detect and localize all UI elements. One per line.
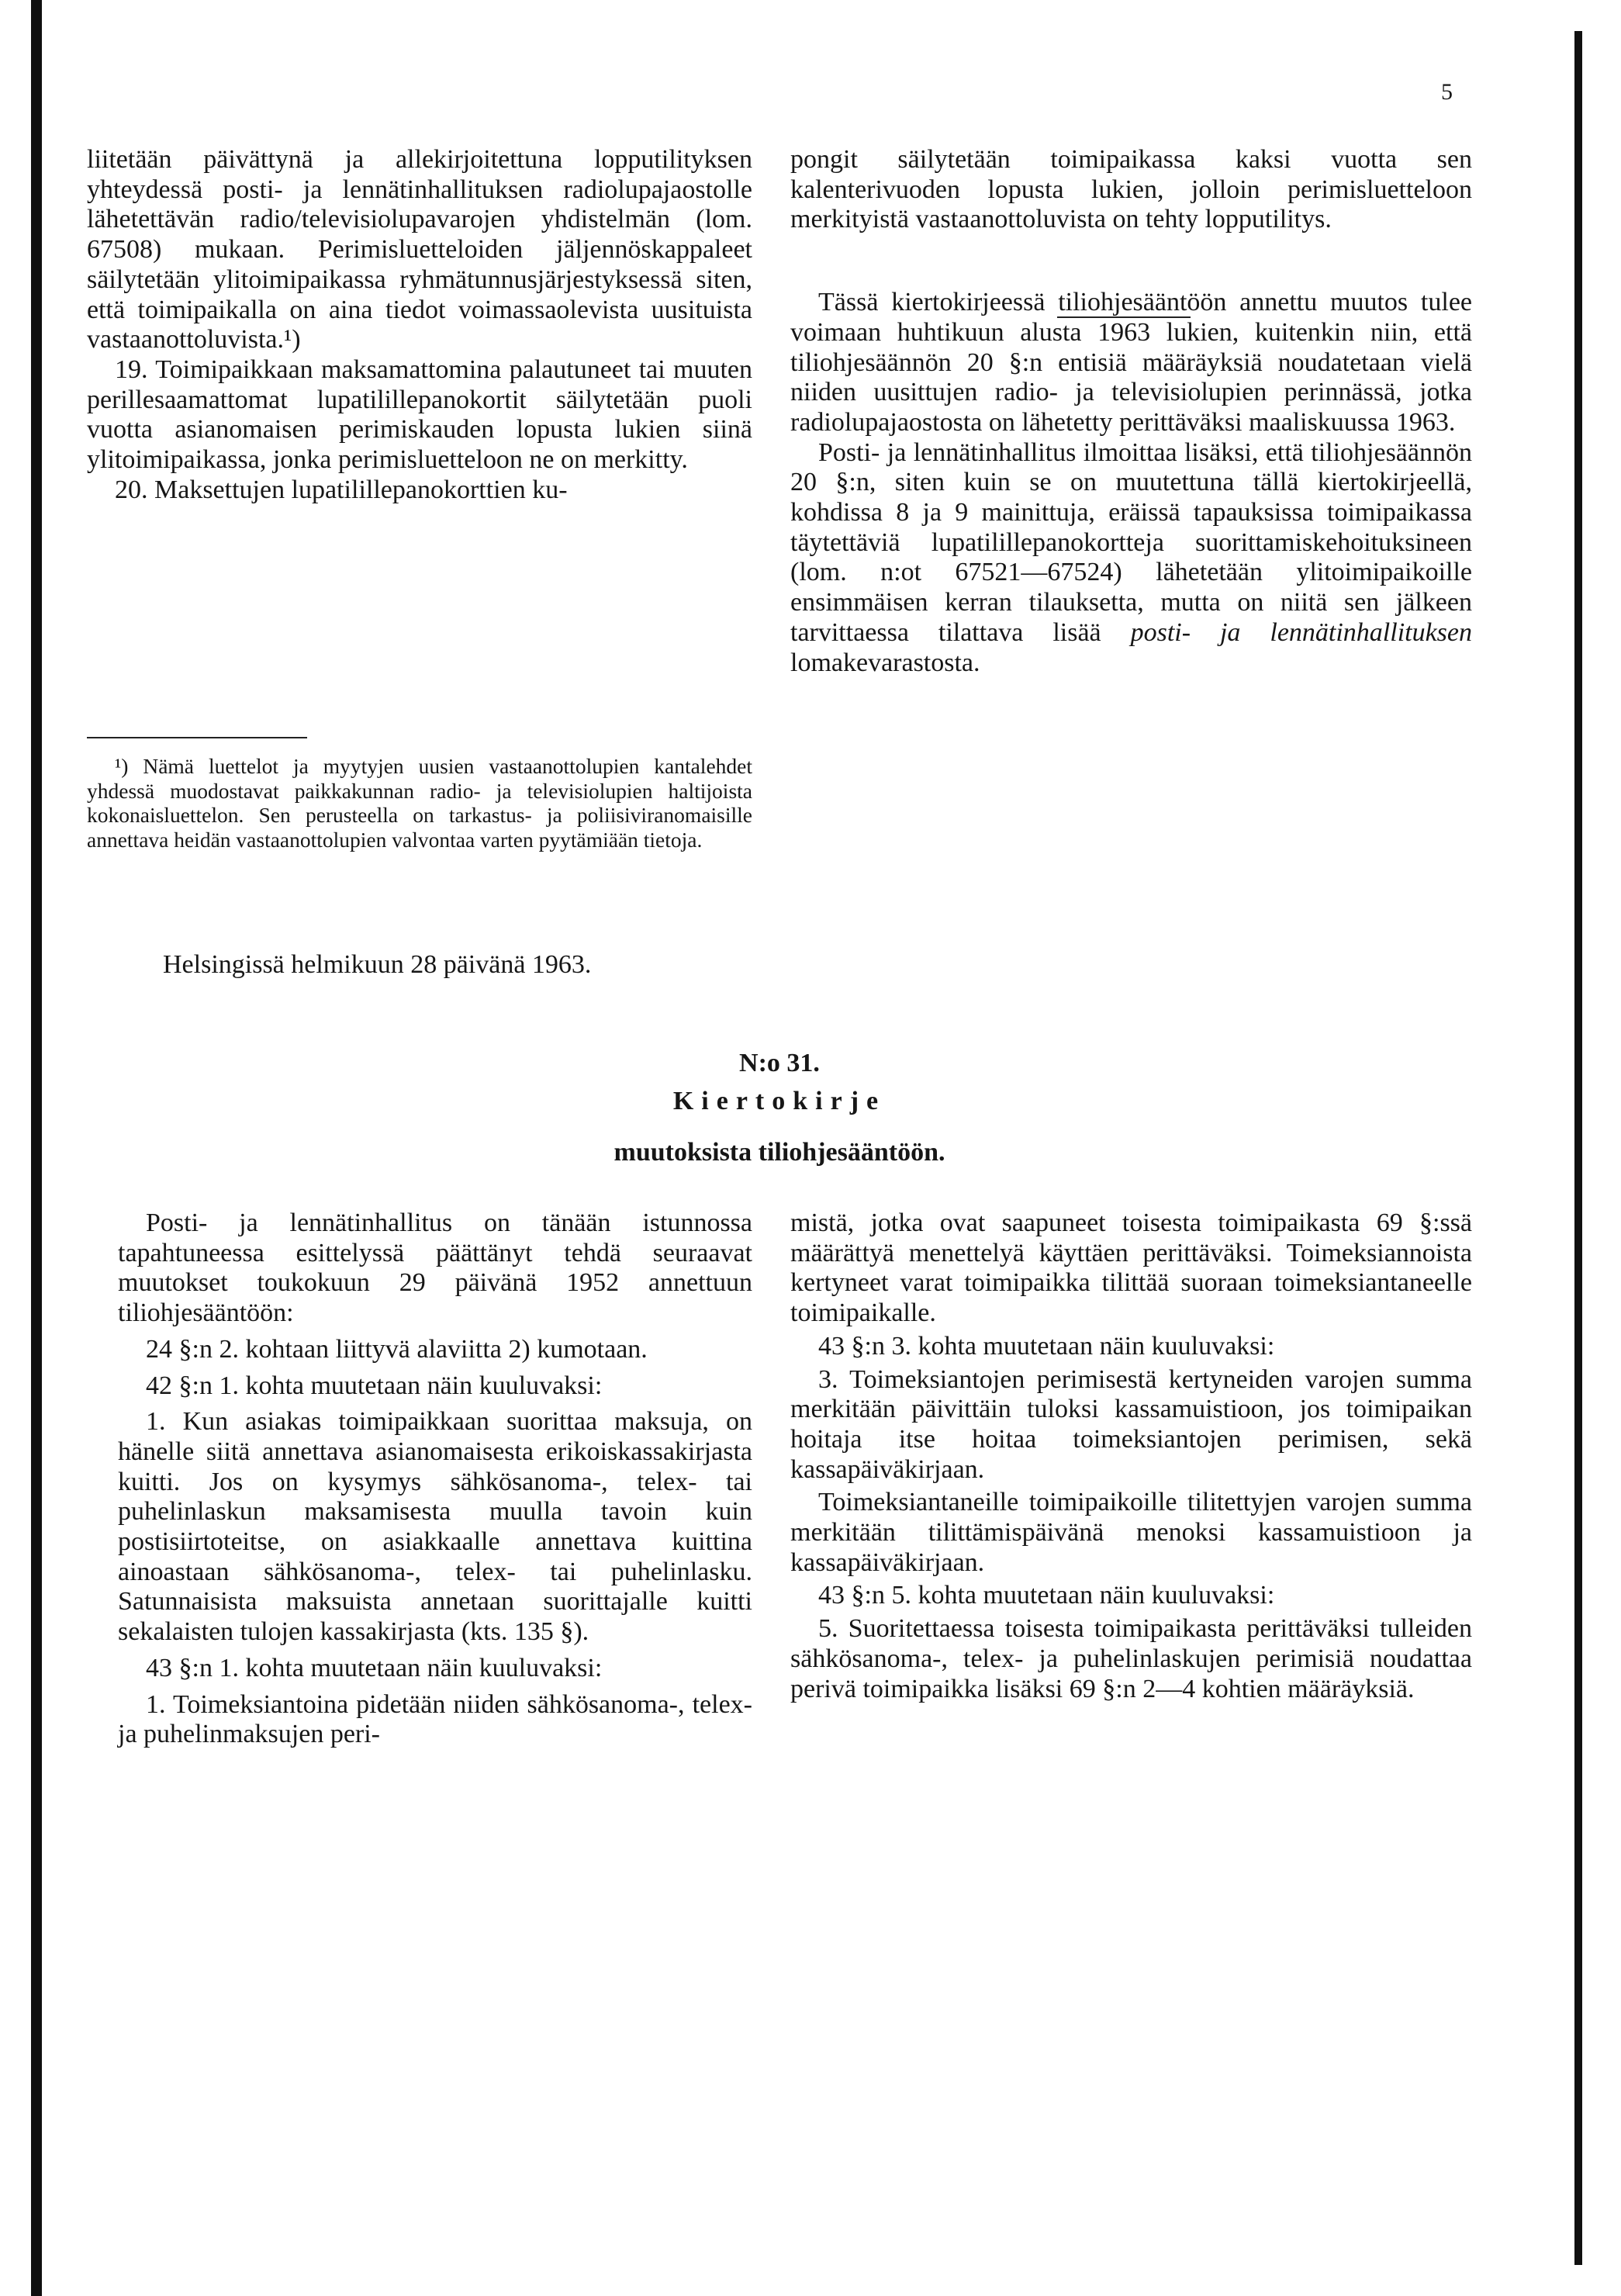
lower-left-column — [118, 1209, 752, 1750]
upper-left-column — [87, 145, 752, 505]
paragraph-43-3-text: 3. Toimeksiantojen perimisestä kertyneiden varojen summa merkitään päivittäin tuloksi kassamuistioon, jos toimipaikan hoitaja itse hoitaa toimeksiantojen perimisen, sekä kassapäiväkirjaan. — [790, 1364, 1472, 1484]
paragraph-42-1-heading: 42 §:n 1. kohta muutetaan näin kuuluvaksi: — [146, 1371, 603, 1400]
forms-notice-end: lomakevarastosta. — [790, 648, 980, 677]
paragraph-forms-notice — [790, 438, 1472, 679]
paragraph-42-1-text: 1. Kun asiakas toimipaikkaan suorittaa maksuja, on hänelle siitä annettava asianomaisesta erikoiskassakirjasta kuitti. Jos on kysymys sähkösanoma-, telex- tai puhelinlaskun maksamisesta muulla tavoin kuin postisiirtoteitse, on asiakkaalle annettava kuittina ainoastaan sähkösanoma-, telex- tai puhelinlasku. Satunnaisista maksuista annetaan suorittajalle kuitti sekalaisten tulojen kassakirjasta (kts. 135 §). — [118, 1407, 752, 1647]
lower-right-column — [790, 1209, 1472, 1704]
section-separator — [1057, 316, 1191, 318]
circular-number: N:o 31. — [739, 1049, 820, 1077]
circular-subtitle: muutoksista tiliohjesääntöön. — [613, 1138, 945, 1167]
paragraph-continuation-right: pongit säilytetään toimipaikassa kaksi vuotta sen kalenterivuoden lopusta lukien, jolloin perimisluetteloon merkityistä vastaanottoluvista on tehty lopputilitys. — [790, 145, 1472, 234]
paragraph-continuation: liitetään päivättynä ja allekirjoitettuna lopputilityksen yhteydessä posti- ja lennätinhallituksen radiolupajaostolle lähetettävän radio/televisiolupavarojen yhdistelmän (lom. 67508) mukaan. Perimisluetteloiden jäljennöskappaleet säilytetään ylitoimipaikassa ryhmätunnusjärjestyksessä siten, että toimipaikalla on aina tiedot voimassaolevista uusituista vastaanottoluvista.¹) — [87, 145, 752, 354]
paragraph-24-2: 24 §:n 2. kohtaan liittyvä alaviitta 2) kumotaan. — [146, 1334, 648, 1364]
paragraph-43-5-text: 5. Suoritettaessa toisesta toimipaikasta perittäväksi tulleiden sähkösanoma-, telex- ja puhelinlaskujen perimisiä noudattaa perivä toimipaikka lisäksi 69 §:n 2—4 kohtien määräyksiä. — [790, 1614, 1472, 1703]
paragraph-intro: Posti- ja lennätinhallitus on tänään istunnossa tapahtuneessa esittelyssä päättänyt tehdä seuraavat muutokset toukokuun 29 päivänä 1952 annettuun tiliohjesääntöön: — [118, 1209, 752, 1328]
paragraph-43-1-text: 1. Toimeksiantoina pidetään niiden sähkösanoma-, telex- ja puhelinmaksujen peri- — [118, 1689, 752, 1749]
paragraph-43-3-heading: 43 §:n 3. kohta muutetaan näin kuuluvaksi: — [818, 1331, 1275, 1361]
footnote: ¹) Nämä luettelot ja myytyjen uusien vastaanottolupien kantalehdet yhdessä muodostavat paikkakunnan radio- ja televisiolupien haltijoista kokonaisluettelon. Sen perusteella on tarkastus- ja poliisiviranomaisille annettava heidän vastaanottolupien valvontaa varten pyytämiään tietoja. — [87, 754, 752, 852]
signoff-date-line: Helsingissä helmikuun 28 päivänä 1963. — [163, 950, 592, 979]
paragraph-19: 19. Toimipaikkaan maksamattomina palautuneet tai muuten perillesaamattomat lupatilillepanokortit säilytetään puoli vuotta asianomaisen perimiskauden lopusta lukien siinä ylitoimipaikassa, jonka perimisluetteloon ne on merkitty. — [87, 354, 752, 475]
forms-notice-italic: posti- ja lennätinhallituksen — [1130, 617, 1473, 647]
paragraph-43-1-heading: 43 §:n 1. kohta muutetaan näin kuuluvaksi: — [146, 1653, 603, 1682]
paragraph-43-5-heading: 43 §:n 5. kohta muutetaan näin kuuluvaksi: — [818, 1581, 1275, 1610]
page-number: 5 — [1441, 79, 1453, 105]
upper-right-column — [790, 145, 1472, 678]
forms-notice-text: Posti- ja lennätinhallitus ilmoittaa lisäksi, että tiliohjesäännön 20 §:n, siten kuin se on muutettuna tällä kiertokirjeellä, kohdissa 8 ja 9 mainittuja, eräissä tapauksissa toimipaikassa täytettäviä lupatilillepanokortteja suorittamiskehoituksineen (lom. n:ot 67521—67524) lähetetään ylitoimipaikoille ensimmäisen kerran tilauksetta, mutta on niitä sen jälkeen tarvittaessa tilattava lisää — [790, 437, 1472, 647]
scan-edge-right — [1574, 31, 1582, 2265]
paragraph-43-1-continued: mistä, jotka ovat saapuneet toisesta toimipaikasta 69 §:ssä määrättyä menettelyä käyttäen perittäväksi. Toimeksiannoista kertyneet varat toimipaikka tilittää suoraan toimeksiantaneelle toimipaikalle. — [790, 1209, 1472, 1328]
paragraph-settlement: Toimeksiantaneille toimipaikoille tilitettyjen varojen summa merkitään tilittämispäivänä menoksi kassamuistioon ja kassapäiväkirjaan. — [790, 1488, 1472, 1577]
paragraph-20: 20. Maksettujen lupatilillepanokorttien ku- — [115, 475, 568, 504]
footnote-rule — [87, 737, 307, 738]
paragraph-effective-date: Tässä kiertokirjeessä tiliohjesääntöön annettu muutos tulee voimaan huhtikuun alusta 1963 lukien, kuitenkin niin, että tiliohjesäännön 20 §:n entisiä määräyksiä noudatetaan vielä niiden uusittujen radio- ja televisiolupien perinnässä, jotka radiolupajaostosta on lähetetty perittäväksi maaliskuussa 1963. — [790, 288, 1472, 437]
scan-edge-left — [31, 0, 42, 2296]
circular-title: Kiertokirje — [672, 1087, 887, 1115]
